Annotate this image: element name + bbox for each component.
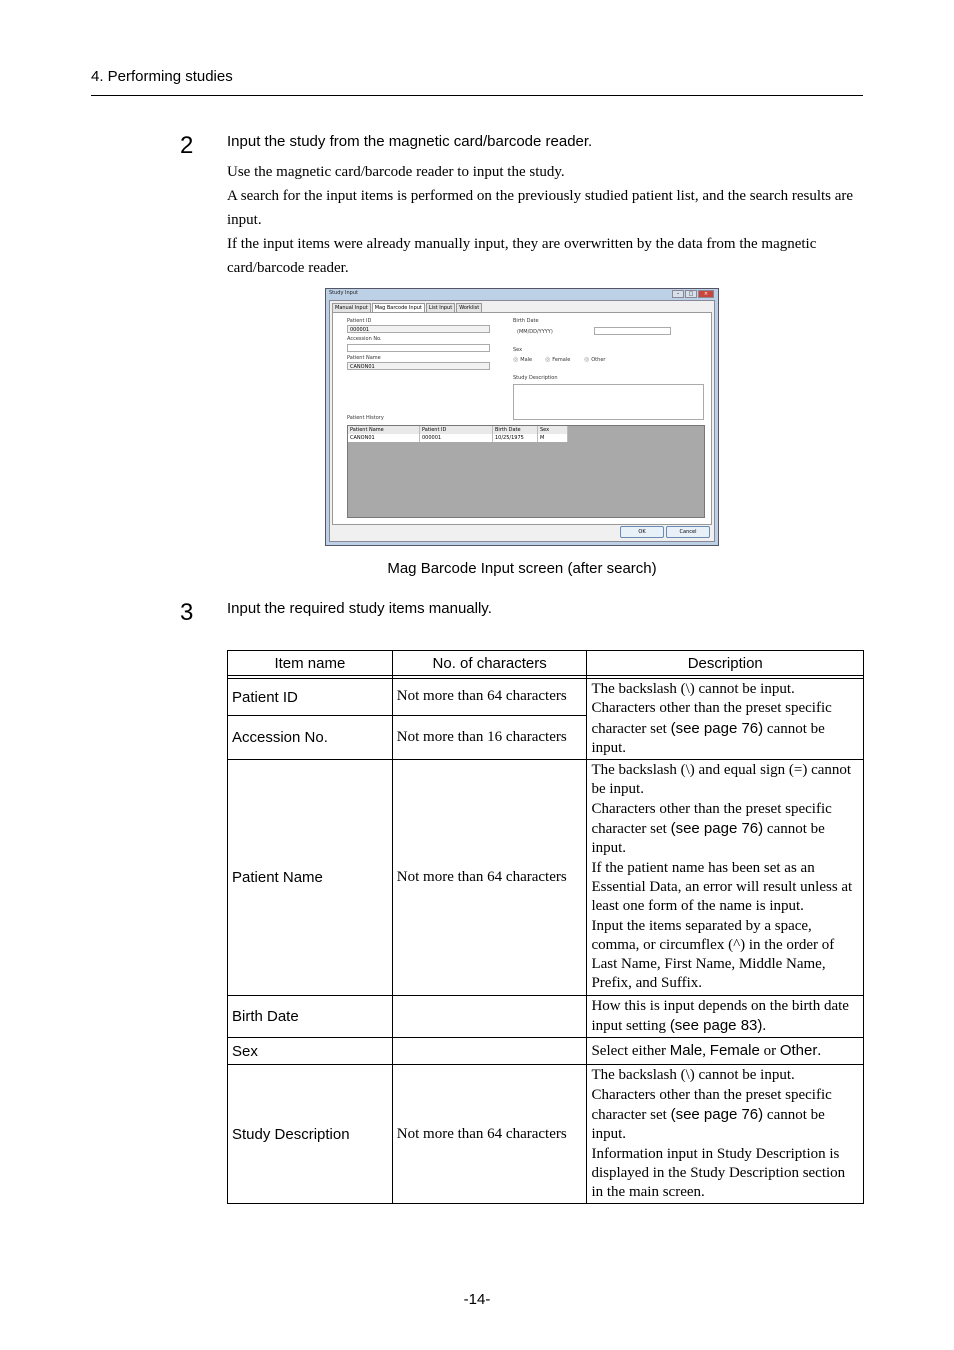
birth-date-format: (MM/DD/YYYY) xyxy=(517,329,553,335)
page-number: -14- xyxy=(463,1291,491,1308)
item-chars xyxy=(392,1038,587,1065)
description-text: How this is input depends on the birth date input setting xyxy=(591,997,849,1035)
screenshot-caption: Mag Barcode Input screen (after search) xyxy=(387,560,657,577)
item-name: Sex xyxy=(228,1038,393,1065)
section-header: 4. Performing studies xyxy=(91,68,233,85)
item-name: Birth Date xyxy=(228,995,393,1038)
tab-mag-barcode-input[interactable]: Mag Barcode Input xyxy=(372,303,425,312)
patient-history-label: Patient History xyxy=(347,415,384,421)
maximize-icon[interactable]: □ xyxy=(685,290,697,298)
birth-date-label: Birth Date xyxy=(513,318,539,324)
dialog-client xyxy=(329,300,715,542)
patient-name-field[interactable]: CANON01 xyxy=(347,362,490,370)
item-description xyxy=(587,1038,864,1065)
step-2-number: 2 xyxy=(180,132,194,159)
item-chars xyxy=(392,995,587,1038)
item-chars: Not more than 64 characters xyxy=(392,760,587,996)
table-row xyxy=(228,1038,864,1065)
option-male: Male xyxy=(669,1042,703,1060)
accession-field[interactable] xyxy=(347,344,490,352)
description-text: or xyxy=(759,1043,780,1060)
description-text: The backslash (\) cannot be input. xyxy=(591,1067,795,1084)
window-controls xyxy=(672,290,714,298)
description-text: The backslash (\) cannot be input. Characters other than the preset specific character set xyxy=(591,681,832,737)
history-column-header[interactable]: Sex xyxy=(538,426,568,434)
description-text: Information input in Study Description is displayed in the Study Description section in the main screen. xyxy=(591,1145,846,1201)
description-text: Characters other than the preset specific character set xyxy=(591,1086,832,1123)
table-row xyxy=(228,760,864,996)
accession-label: Accession No. xyxy=(347,336,382,342)
item-description xyxy=(587,760,864,996)
page-reference: (see page 76) xyxy=(670,1105,764,1123)
description-text: . xyxy=(762,1018,767,1035)
description-text: Input the items separated by a space, comma, or circumflex (^) in the order of Last Name, First Name, Middle Name, Prefix, and Suffix. xyxy=(591,917,835,992)
column-header: No. of characters xyxy=(392,651,587,676)
study-input-screenshot xyxy=(325,288,719,546)
step-2-title: Input the study from the magnetic card/barcode reader. xyxy=(227,133,593,150)
description-text: Select either xyxy=(591,1043,670,1060)
item-description xyxy=(587,1065,864,1204)
history-cell: CANON01 xyxy=(348,434,420,442)
step-3-title: Input the required study items manually. xyxy=(227,600,492,617)
history-column-header[interactable]: Patient ID xyxy=(420,426,493,434)
table-row xyxy=(228,1065,864,1204)
step-2-body xyxy=(227,160,867,280)
item-description xyxy=(587,995,864,1038)
column-header: Item name xyxy=(228,651,393,676)
description-text: The backslash (\) and equal sign (=) cannot be input. xyxy=(591,762,852,798)
item-name: Patient ID xyxy=(228,679,393,716)
description-text: Characters other than the preset specific character set xyxy=(591,800,832,838)
item-name: Patient Name xyxy=(228,760,393,996)
table-row xyxy=(228,679,864,716)
item-description xyxy=(587,679,864,760)
description-text: . xyxy=(817,1043,822,1060)
column-header: Description xyxy=(587,651,864,676)
step-2-paragraph: A search for the input items is performed on the previously studied patient list, and the search results are input. xyxy=(227,188,854,228)
study-description-label: Study Description xyxy=(513,375,558,381)
description-text: cannot be input. xyxy=(591,1106,825,1143)
patient-id-label: Patient ID xyxy=(347,318,372,324)
description-text: cannot be input. xyxy=(591,821,825,857)
item-chars: Not more than 16 characters xyxy=(392,716,587,760)
patient-id-field[interactable]: 000001 xyxy=(347,325,490,333)
page-reference: (see page 76) xyxy=(670,719,764,737)
item-chars: Not more than 64 characters xyxy=(392,1065,587,1204)
table-header-row xyxy=(228,651,864,676)
item-chars: Not more than 64 characters xyxy=(392,679,587,716)
close-icon[interactable]: × xyxy=(698,290,714,298)
sex-label: Sex xyxy=(513,347,523,353)
history-column-header[interactable]: Patient Name xyxy=(348,426,420,434)
page-reference: (see page 76) xyxy=(670,820,764,838)
study-description-field[interactable] xyxy=(513,384,704,420)
patient-name-label: Patient Name xyxy=(347,355,381,361)
table-row xyxy=(228,995,864,1038)
tab-list-input[interactable]: List Input xyxy=(426,303,455,312)
window-title: Study Input xyxy=(329,290,358,296)
header-divider xyxy=(91,95,863,96)
study-items-table xyxy=(227,650,864,1204)
item-name: Accession No. xyxy=(228,716,393,760)
sex-other-radio[interactable]: ◎ Other xyxy=(584,356,605,363)
ok-button[interactable]: OK xyxy=(620,526,664,538)
option-other: Other xyxy=(779,1042,818,1060)
sex-female-radio[interactable]: ◎ Female xyxy=(545,356,570,363)
description-text: If the patient name has been set as an Essential Data, an error will result unless at least one form of the name is input. xyxy=(591,859,853,915)
birth-date-field[interactable] xyxy=(594,327,671,335)
step-3-number: 3 xyxy=(180,599,194,626)
history-cell: 000001 xyxy=(420,434,493,442)
minimize-icon[interactable]: – xyxy=(672,290,684,298)
patient-history-table[interactable] xyxy=(347,425,705,518)
history-row[interactable] xyxy=(348,434,568,442)
history-column-header[interactable]: Birth Date xyxy=(493,426,538,434)
item-name: Study Description xyxy=(228,1065,393,1204)
cancel-button[interactable]: Cancel xyxy=(666,526,710,538)
tab-panel xyxy=(332,312,712,525)
option-female: Female xyxy=(709,1042,760,1060)
sex-male-radio[interactable]: ◎ Male xyxy=(513,356,532,363)
tab-manual-input[interactable]: Manual Input xyxy=(332,303,371,312)
description-text: cannot be input. xyxy=(591,720,825,756)
tab-worklist[interactable]: Worklist xyxy=(456,303,482,312)
history-cell: M xyxy=(538,434,568,442)
description-text: , xyxy=(702,1043,710,1060)
step-2-paragraph: If the input items were already manually input, they are overwritten by the data from the magnetic card/barcode reader. xyxy=(227,236,817,276)
history-cell: 10/25/1975 xyxy=(493,434,538,442)
page-reference: (see page 83) xyxy=(669,1017,763,1035)
history-header-row xyxy=(348,426,568,434)
tab-bar xyxy=(332,303,483,312)
step-2-paragraph: Use the magnetic card/barcode reader to input the study. xyxy=(227,164,565,180)
